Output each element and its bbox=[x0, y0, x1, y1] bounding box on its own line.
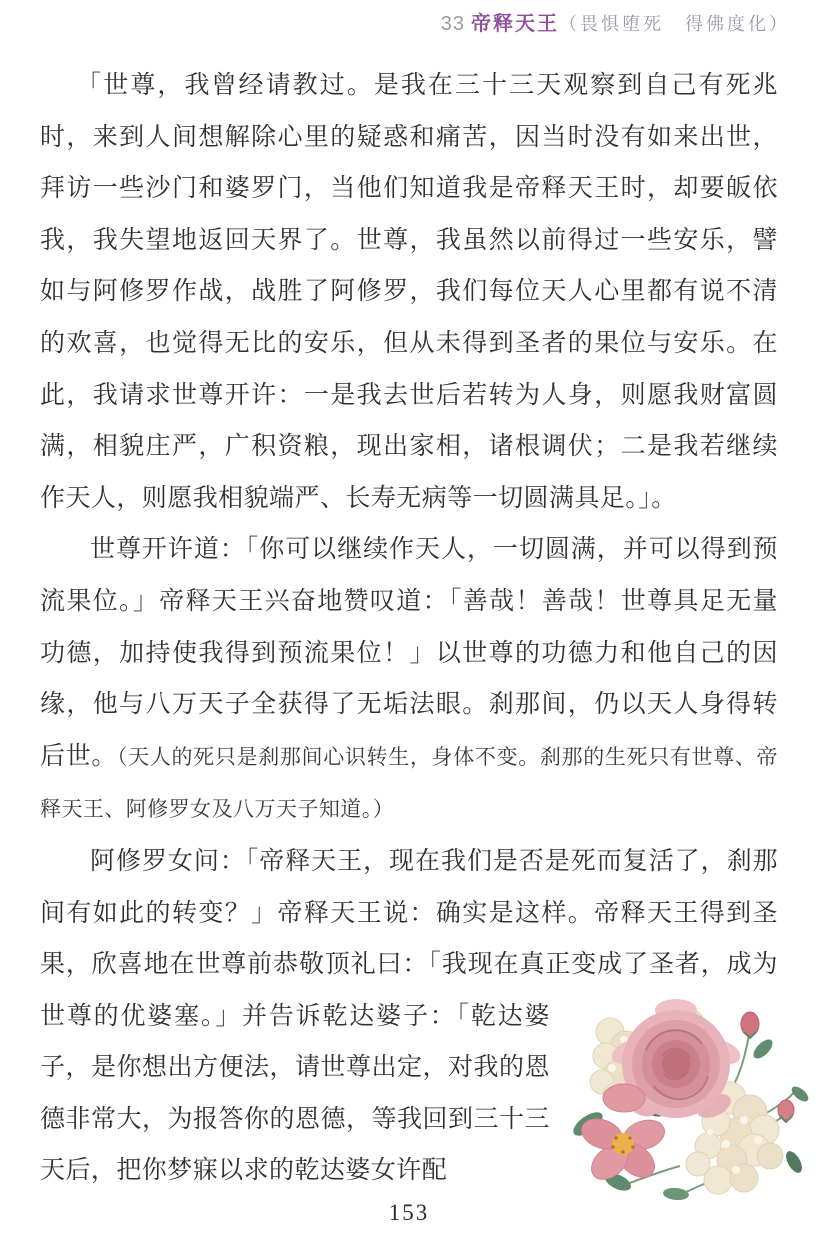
page-footer bbox=[0, 1200, 818, 1226]
paragraph-3-text-2: 世尊的优婆塞。」并告诉乾达婆子：「乾达婆子，是你想出方便法，请世尊出定，对我的恩德非常大，为报答你的恩德，等我回到三十三天后，把你梦寐以求的乾达婆女许配 bbox=[40, 1002, 550, 1185]
chapter-subtitle: （畏惧堕死 得佛度化） bbox=[559, 14, 790, 34]
paragraph-1: 「世尊，我曾经请教过。是我在三十三天观察到自己有死兆时，来到人间想解除心里的疑惑和痛苦，因当时没有如来出世，拜访一些沙门和婆罗门，当他们知道我是帝释天王时，却要皈依我，我失望地返回天界了。世尊，我虽然以前得过一些安乐，譬如与阿修罗作战，战胜了阿修罗，我们每位天人心里都有说不清的欢喜，也觉得无比的安乐，但从未得到圣者的果位与安乐。在此，我请求世尊开许：一是我去世后若转为人身，则愿我财富圆满，相貌庄严，广积资粮，现出家相，诸根调伏；二是我若继续作天人，则愿我相貌端严、长寿无病等一切圆满具足。」。 bbox=[40, 72, 778, 512]
paragraph-2 bbox=[40, 524, 778, 836]
flower-bouquet-image bbox=[558, 994, 814, 1200]
chapter-title: 帝释天王 bbox=[471, 13, 559, 35]
paragraph-3-text-1: 阿修罗女问：「帝释天王，现在我们是否是死而复活了，刹那间有如此的转变？」帝释天王说：确实是这样。帝释天王得到圣果，欣喜地在世尊前恭敬顶礼曰：「我现在真正变成了圣者，成为 bbox=[40, 847, 778, 979]
paragraph-3 bbox=[40, 836, 778, 1197]
paragraph-2-note: （天人的死只是刹那间心识转生，身体不变。刹那的生死只有世尊、帝释天王、阿修罗女及八万天子知道。） bbox=[40, 744, 778, 822]
page-header bbox=[441, 12, 790, 36]
chapter-number: 33 bbox=[440, 13, 465, 35]
page-body bbox=[40, 60, 778, 1200]
paragraph-2-main: 世尊开许道：「你可以继续作天人，一切圆满，并可以得到预流果位。」帝释天王兴奋地赞叹道：「善哉！善哉！世尊具足无量功德，加持使我得到预流果位！」以世尊的功德力和他自己的因缘，他与八万天子全获得了无垢法眼。刹那间，仍以天人身得转后世。 bbox=[40, 536, 778, 770]
page-number: 153 bbox=[388, 1200, 430, 1225]
